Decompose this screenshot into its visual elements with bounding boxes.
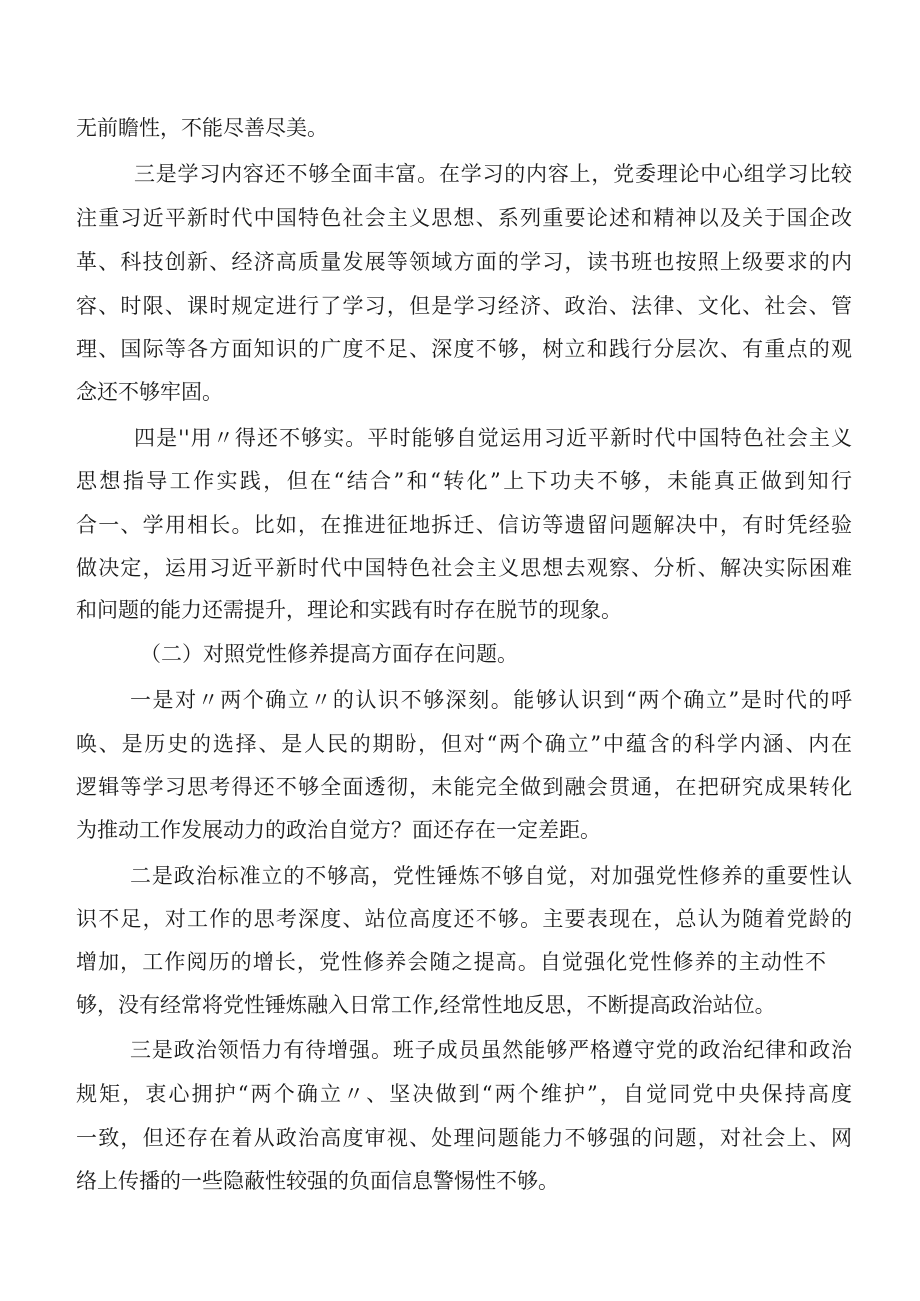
text-line: 注重习近平新时代中国特色社会主义思想、系列重要论述和精神以及关于国企改 xyxy=(76,206,852,230)
text-line: 革、科技创新、经济高质量发展等领域方面的学习，读书班也按照上级要求的内 xyxy=(76,250,852,274)
text-line: 理、国际等各方面知识的广度不足、深度不够，树立和践行分层次、有重点的观 xyxy=(76,337,852,361)
text-line: 做决定，运用习近平新时代中国特色社会主义思想去观察、分析、解决实际困难 xyxy=(76,556,852,580)
text-line: 二是政治标准立的不够高，党性锤炼不够自觉，对加强党性修养的重要性认 xyxy=(130,864,852,888)
text-line: 一致，但还存在着从政治高度审视、处理问题能力不够强的问题，对社会上、网 xyxy=(76,1126,852,1150)
text-line: 四是''用〃得还不够实。平时能够自觉运用习近平新时代中国特色社会主义 xyxy=(134,426,852,450)
text-line: 一是对〃两个确立〃的认识不够深刻。能够认识到“两个确立”是时代的呼 xyxy=(130,688,852,712)
text-line: 容、时限、课时规定进行了学习，但是学习经济、政治、法律、文化、社会、管 xyxy=(76,294,852,318)
text-line: 识不足，对工作的思考深度、站位高度还不够。主要表现在，总认为随着党龄的 xyxy=(76,907,852,931)
text-line: 三是学习内容还不够全面丰富。在学习的内容上，党委理论中心组学习比较 xyxy=(134,162,852,186)
text-line: 和问题的能力还需提升，理论和实践有时存在脱节的现象。 xyxy=(76,598,622,622)
text-line: 无前瞻性，不能尽善尽美。 xyxy=(76,116,328,140)
text-line: 增加，工作阅历的增长，党性修养会随之提高。自觉强化党性修养的主动性不 xyxy=(76,950,826,974)
section-heading: （二）对照党性修养提高方面存在问题。 xyxy=(140,642,518,666)
text-line: 唤、是历史的选择、是人民的期盼，但对“两个确立”中蕴含的科学内涵、内在 xyxy=(76,732,852,756)
text-line: 念还不够牢固。 xyxy=(76,380,223,404)
text-line: 规矩，衷心拥护“两个确立〃、坚决做到“两个维护”，自觉同党中央保持高度 xyxy=(76,1082,852,1106)
text-line: 络上传播的一些隐蔽性较强的负面信息警惕性不够。 xyxy=(76,1169,559,1193)
text-line: 逻辑等学习思考得还不够全面透彻，未能完全做到融会贯通，在把研究成果转化 xyxy=(76,775,852,799)
text-line: 思想指导工作实践，但在“结合”和“转化”上下功夫不够，未能真正做到知行 xyxy=(76,469,852,493)
text-line: 为推动工作发展动力的政治自觉方？面还存在一定差距。 xyxy=(76,818,601,842)
text-line: 合一、学用相长。比如，在推进征地拆迁、信访等遗留问题解决中，有时凭经验 xyxy=(76,513,852,537)
text-line: 三是政治领悟力有待增强。班子成员虽然能够严格遵守党的政治纪律和政治 xyxy=(130,1038,852,1062)
text-line: 够，没有经常将党性锤炼融入日常工作,经常性地反思，不断提高政治站位。 xyxy=(76,993,776,1017)
